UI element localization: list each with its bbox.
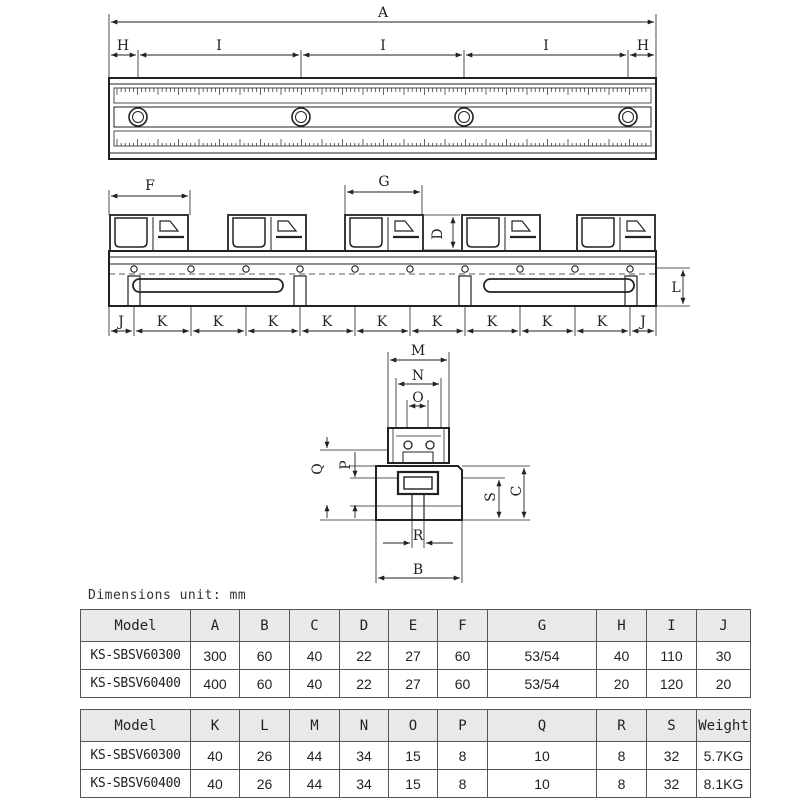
table-cell: 34 <box>340 770 389 798</box>
table-cell: 5.7KG <box>697 742 751 770</box>
table-cell: 40 <box>191 742 240 770</box>
table-cell: 8 <box>597 770 647 798</box>
table-cell: 22 <box>340 642 389 670</box>
label-k: K <box>431 314 443 330</box>
table-cell: KS-SBSV60300 <box>81 642 191 670</box>
vise-clamp <box>577 215 655 251</box>
header-cell: Model <box>81 710 191 742</box>
header-cell: Q <box>488 710 597 742</box>
table-cell: KS-SBSV60400 <box>81 770 191 798</box>
header-cell: N <box>340 710 389 742</box>
table-cell: 27 <box>389 670 438 698</box>
header-cell: F <box>438 610 488 642</box>
label-l: L <box>671 280 681 296</box>
header-cell: O <box>389 710 438 742</box>
vise-clamp <box>228 215 306 251</box>
header-cell: J <box>697 610 751 642</box>
table-header-row <box>81 710 751 742</box>
section-view-labels <box>310 343 525 578</box>
rail-hole <box>462 266 468 272</box>
header-cell: P <box>438 710 488 742</box>
table-cell: 15 <box>389 742 438 770</box>
table-cell: 26 <box>240 770 290 798</box>
table-cell: 40 <box>290 670 340 698</box>
label-j: J <box>640 314 646 330</box>
header-cell: K <box>191 710 240 742</box>
table-cell: 60 <box>438 670 488 698</box>
table-cell: 26 <box>240 742 290 770</box>
vise-clamp <box>462 215 540 251</box>
header-cell: Weight <box>697 710 751 742</box>
table-cell: KS-SBSV60300 <box>81 742 191 770</box>
label-h-left: H <box>116 38 130 54</box>
label-i-3: I <box>543 38 549 54</box>
top-view-labels <box>117 5 649 54</box>
rail-hole <box>517 266 523 272</box>
vise-clamps <box>110 215 655 251</box>
header-cell: A <box>191 610 240 642</box>
label-k: K <box>321 314 333 330</box>
scale-ticks <box>117 88 646 146</box>
label-k: K <box>376 314 388 330</box>
vise-clamp <box>345 215 423 251</box>
table-cell: 10 <box>488 742 597 770</box>
header-cell: Model <box>81 610 191 642</box>
table-cell: 8 <box>438 742 488 770</box>
label-a: A <box>377 5 389 21</box>
rail-hole <box>572 266 578 272</box>
table-cell: 20 <box>697 670 751 698</box>
header-cell: M <box>290 710 340 742</box>
dimensions-caption: Dimensions unit: mm <box>88 588 247 603</box>
label-b: B <box>412 562 424 578</box>
label-f: F <box>145 178 155 194</box>
table-cell: 40 <box>597 642 647 670</box>
label-k: K <box>212 314 224 330</box>
rail-hole <box>188 266 194 272</box>
label-k: K <box>486 314 498 330</box>
label-c: C <box>509 485 525 497</box>
header-cell: E <box>389 610 438 642</box>
table-row <box>81 742 751 770</box>
label-k: K <box>267 314 279 330</box>
table-cell: 27 <box>389 642 438 670</box>
header-cell: C <box>290 610 340 642</box>
table-cell: 300 <box>191 642 240 670</box>
mounting-holes <box>129 108 637 126</box>
table-cell: 60 <box>438 642 488 670</box>
table-header-row <box>81 610 751 642</box>
table-row <box>81 642 751 670</box>
rail-hole <box>407 266 413 272</box>
table-cell: 32 <box>647 770 697 798</box>
label-j: J <box>118 314 124 330</box>
table-cell: 32 <box>647 742 697 770</box>
table-cell: 15 <box>389 770 438 798</box>
table-cell: 44 <box>290 742 340 770</box>
table-cell: 53/54 <box>488 642 597 670</box>
table-cell: 40 <box>191 770 240 798</box>
header-cell: I <box>647 610 697 642</box>
rail-hole <box>243 266 249 272</box>
table-cell: 34 <box>340 742 389 770</box>
header-cell: L <box>240 710 290 742</box>
header-cell: R <box>597 710 647 742</box>
table-cell: 8 <box>438 770 488 798</box>
rail-top-slot <box>114 107 651 127</box>
rail-hole <box>297 266 303 272</box>
label-k: K <box>596 314 608 330</box>
label-h-right: H <box>636 38 650 54</box>
table-row <box>81 670 751 698</box>
table-cell: 8.1KG <box>697 770 751 798</box>
label-q: Q <box>310 463 326 475</box>
table-cell: 30 <box>697 642 751 670</box>
slot-left <box>133 279 283 292</box>
label-k: K <box>156 314 168 330</box>
table-cell: 53/54 <box>488 670 597 698</box>
table-row <box>81 770 751 798</box>
table-cell: 120 <box>647 670 697 698</box>
label-i-2: I <box>380 38 386 54</box>
rail-hole <box>627 266 633 272</box>
label-s: S <box>483 492 499 502</box>
table-cell: 22 <box>340 670 389 698</box>
label-m: M <box>410 343 426 359</box>
header-cell: S <box>647 710 697 742</box>
label-n: N <box>411 368 425 384</box>
header-cell: G <box>488 610 597 642</box>
label-o: O <box>412 390 424 406</box>
table-cell: 400 <box>191 670 240 698</box>
header-cell: D <box>340 610 389 642</box>
front-holes <box>131 266 633 272</box>
top-view <box>109 14 656 159</box>
label-d: D <box>430 228 446 240</box>
header-cell: B <box>240 610 290 642</box>
header-cell: H <box>597 610 647 642</box>
label-p: P <box>338 460 354 470</box>
locating-pins <box>128 276 637 306</box>
table-cell: 44 <box>290 770 340 798</box>
section-clamp <box>388 428 449 463</box>
label-g: G <box>378 174 390 190</box>
label-r: R <box>412 528 424 544</box>
table-cell: KS-SBSV60400 <box>81 670 191 698</box>
rail-hole <box>352 266 358 272</box>
rail-hole <box>131 266 137 272</box>
table-cell: 40 <box>290 642 340 670</box>
spec-table-1 <box>80 609 751 698</box>
label-i-1: I <box>216 38 222 54</box>
label-k: K <box>541 314 553 330</box>
spec-table-2 <box>80 709 751 798</box>
table-cell: 8 <box>597 742 647 770</box>
j-k-labels <box>116 314 646 330</box>
slot-right <box>484 279 634 292</box>
table-cell: 10 <box>488 770 597 798</box>
table-cell: 60 <box>240 670 290 698</box>
table-cell: 20 <box>597 670 647 698</box>
table-cell: 110 <box>647 642 697 670</box>
table-cell: 60 <box>240 642 290 670</box>
vise-clamp <box>110 215 188 251</box>
